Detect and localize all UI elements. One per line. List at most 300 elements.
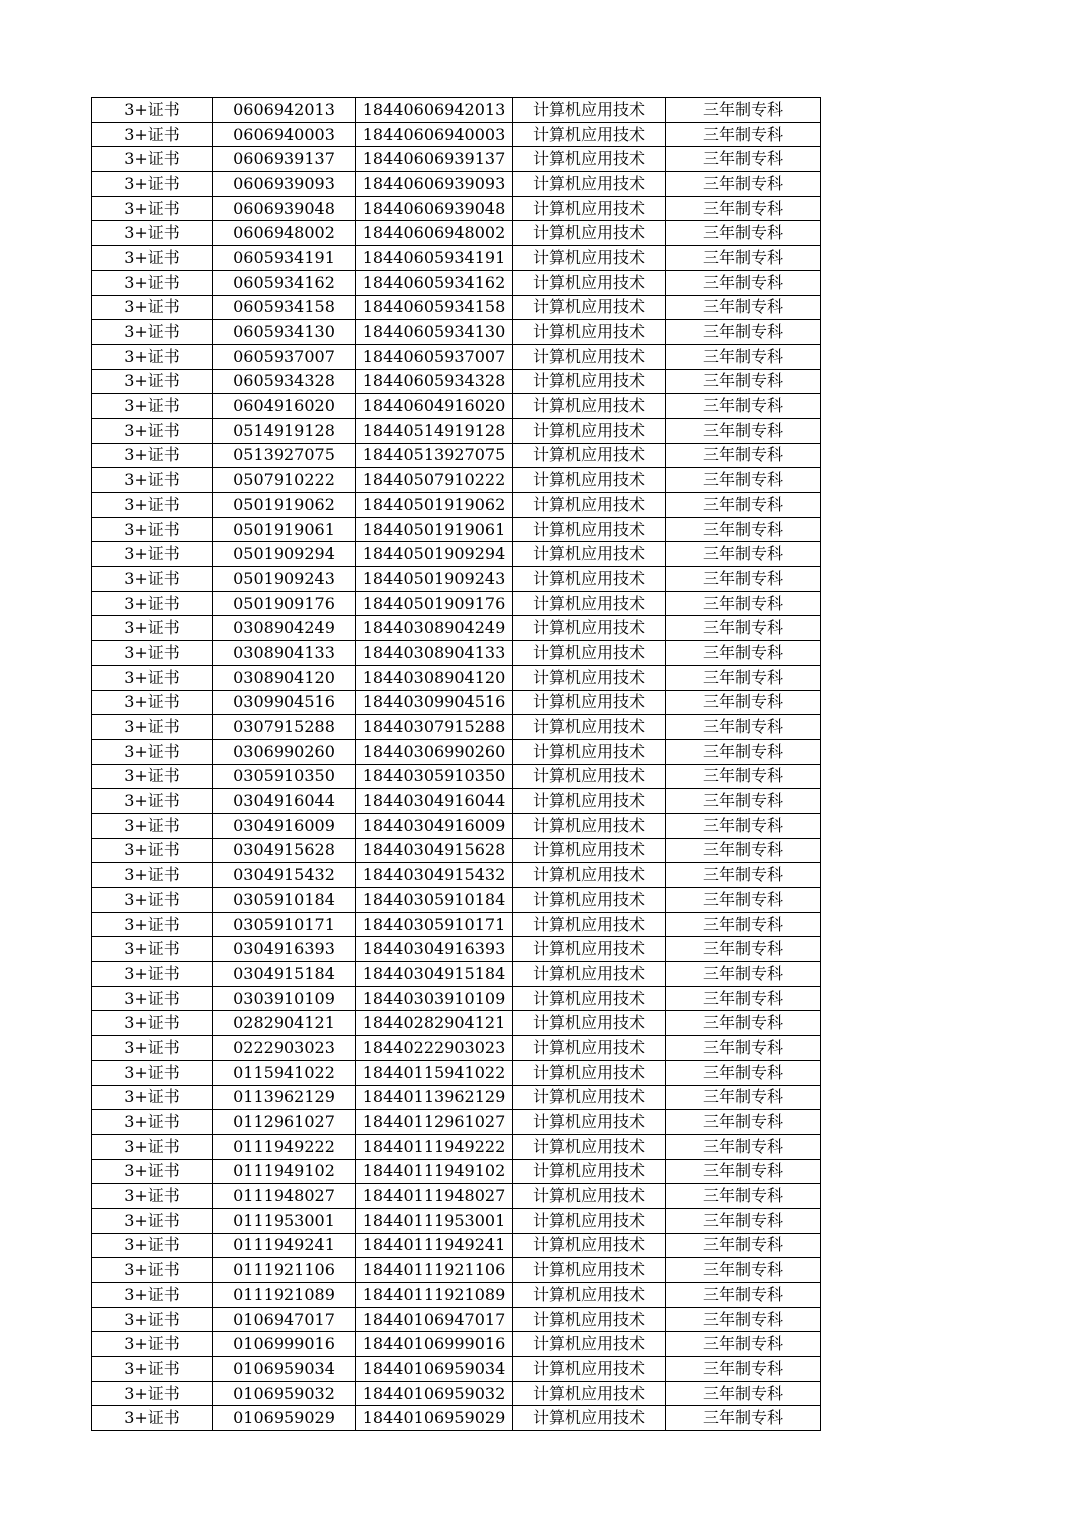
cell-major: 计算机应用技术 bbox=[513, 221, 666, 246]
cell-program-level: 三年制专科 bbox=[666, 221, 821, 246]
cell-exam-number: 0115941022 bbox=[213, 1060, 356, 1085]
cell-exam-number: 0308904120 bbox=[213, 665, 356, 690]
table-row bbox=[92, 394, 821, 419]
cell-major: 计算机应用技术 bbox=[513, 1085, 666, 1110]
cell-candidate-number: 18440606939048 bbox=[356, 196, 513, 221]
table-row bbox=[92, 270, 821, 295]
cell-admission-type: 3+证书 bbox=[92, 1011, 213, 1036]
cell-major: 计算机应用技术 bbox=[513, 1011, 666, 1036]
cell-exam-number: 0306990260 bbox=[213, 739, 356, 764]
cell-exam-number: 0514919128 bbox=[213, 418, 356, 443]
cell-candidate-number: 18440106999016 bbox=[356, 1332, 513, 1357]
cell-admission-type: 3+证书 bbox=[92, 641, 213, 666]
cell-program-level: 三年制专科 bbox=[666, 344, 821, 369]
cell-admission-type: 3+证书 bbox=[92, 542, 213, 567]
cell-program-level: 三年制专科 bbox=[666, 567, 821, 592]
cell-candidate-number: 18440306990260 bbox=[356, 739, 513, 764]
cell-major: 计算机应用技术 bbox=[513, 1332, 666, 1357]
cell-program-level: 三年制专科 bbox=[666, 418, 821, 443]
cell-major: 计算机应用技术 bbox=[513, 542, 666, 567]
cell-major: 计算机应用技术 bbox=[513, 1406, 666, 1431]
cell-admission-type: 3+证书 bbox=[92, 1036, 213, 1061]
cell-candidate-number: 18440106959032 bbox=[356, 1381, 513, 1406]
cell-program-level: 三年制专科 bbox=[666, 813, 821, 838]
cell-program-level: 三年制专科 bbox=[666, 764, 821, 789]
cell-candidate-number: 18440304915184 bbox=[356, 962, 513, 987]
cell-admission-type: 3+证书 bbox=[92, 468, 213, 493]
table-row bbox=[92, 789, 821, 814]
cell-candidate-number: 18440106947017 bbox=[356, 1307, 513, 1332]
cell-major: 计算机应用技术 bbox=[513, 616, 666, 641]
cell-candidate-number: 18440106959029 bbox=[356, 1406, 513, 1431]
cell-major: 计算机应用技术 bbox=[513, 295, 666, 320]
cell-program-level: 三年制专科 bbox=[666, 1060, 821, 1085]
cell-candidate-number: 18440111921106 bbox=[356, 1258, 513, 1283]
cell-candidate-number: 18440111949222 bbox=[356, 1134, 513, 1159]
cell-admission-type: 3+证书 bbox=[92, 1381, 213, 1406]
table-row bbox=[92, 986, 821, 1011]
cell-program-level: 三年制专科 bbox=[666, 1159, 821, 1184]
cell-exam-number: 0304916009 bbox=[213, 813, 356, 838]
cell-major: 计算机应用技术 bbox=[513, 863, 666, 888]
table-row bbox=[92, 1085, 821, 1110]
table-row bbox=[92, 962, 821, 987]
table-row bbox=[92, 838, 821, 863]
cell-program-level: 三年制专科 bbox=[666, 789, 821, 814]
cell-major: 计算机应用技术 bbox=[513, 665, 666, 690]
cell-admission-type: 3+证书 bbox=[92, 739, 213, 764]
cell-admission-type: 3+证书 bbox=[92, 246, 213, 271]
cell-program-level: 三年制专科 bbox=[666, 1357, 821, 1382]
cell-program-level: 三年制专科 bbox=[666, 1332, 821, 1357]
cell-major: 计算机应用技术 bbox=[513, 246, 666, 271]
cell-major: 计算机应用技术 bbox=[513, 1060, 666, 1085]
cell-program-level: 三年制专科 bbox=[666, 270, 821, 295]
cell-admission-type: 3+证书 bbox=[92, 122, 213, 147]
cell-candidate-number: 18440605934130 bbox=[356, 320, 513, 345]
cell-admission-type: 3+证书 bbox=[92, 937, 213, 962]
table-row bbox=[92, 418, 821, 443]
cell-admission-type: 3+证书 bbox=[92, 1085, 213, 1110]
cell-admission-type: 3+证书 bbox=[92, 172, 213, 197]
cell-exam-number: 0605934328 bbox=[213, 369, 356, 394]
cell-exam-number: 0605934162 bbox=[213, 270, 356, 295]
cell-major: 计算机应用技术 bbox=[513, 394, 666, 419]
cell-exam-number: 0501909243 bbox=[213, 567, 356, 592]
cell-program-level: 三年制专科 bbox=[666, 295, 821, 320]
cell-admission-type: 3+证书 bbox=[92, 912, 213, 937]
cell-exam-number: 0106947017 bbox=[213, 1307, 356, 1332]
cell-candidate-number: 18440605934162 bbox=[356, 270, 513, 295]
cell-admission-type: 3+证书 bbox=[92, 320, 213, 345]
cell-program-level: 三年制专科 bbox=[666, 1208, 821, 1233]
cell-candidate-number: 18440606939093 bbox=[356, 172, 513, 197]
cell-admission-type: 3+证书 bbox=[92, 1258, 213, 1283]
cell-program-level: 三年制专科 bbox=[666, 98, 821, 123]
table-row bbox=[92, 1208, 821, 1233]
cell-admission-type: 3+证书 bbox=[92, 962, 213, 987]
cell-exam-number: 0501909176 bbox=[213, 591, 356, 616]
cell-exam-number: 0106999016 bbox=[213, 1332, 356, 1357]
cell-exam-number: 0606948002 bbox=[213, 221, 356, 246]
cell-exam-number: 0111949222 bbox=[213, 1134, 356, 1159]
cell-major: 计算机应用技术 bbox=[513, 1357, 666, 1382]
cell-program-level: 三年制专科 bbox=[666, 1184, 821, 1209]
cell-admission-type: 3+证书 bbox=[92, 517, 213, 542]
cell-admission-type: 3+证书 bbox=[92, 369, 213, 394]
cell-major: 计算机应用技术 bbox=[513, 1307, 666, 1332]
cell-exam-number: 0304915184 bbox=[213, 962, 356, 987]
cell-admission-type: 3+证书 bbox=[92, 443, 213, 468]
cell-program-level: 三年制专科 bbox=[666, 1307, 821, 1332]
table-row bbox=[92, 690, 821, 715]
cell-program-level: 三年制专科 bbox=[666, 1134, 821, 1159]
table-row bbox=[92, 369, 821, 394]
cell-program-level: 三年制专科 bbox=[666, 246, 821, 271]
cell-major: 计算机应用技术 bbox=[513, 764, 666, 789]
cell-exam-number: 0606939048 bbox=[213, 196, 356, 221]
cell-major: 计算机应用技术 bbox=[513, 517, 666, 542]
cell-exam-number: 0111948027 bbox=[213, 1184, 356, 1209]
cell-major: 计算机应用技术 bbox=[513, 1258, 666, 1283]
cell-exam-number: 0605937007 bbox=[213, 344, 356, 369]
cell-candidate-number: 18440606939137 bbox=[356, 147, 513, 172]
cell-admission-type: 3+证书 bbox=[92, 591, 213, 616]
cell-major: 计算机应用技术 bbox=[513, 1283, 666, 1308]
table-row bbox=[92, 295, 821, 320]
cell-candidate-number: 18440606940003 bbox=[356, 122, 513, 147]
cell-admission-type: 3+证书 bbox=[92, 838, 213, 863]
cell-candidate-number: 18440604916020 bbox=[356, 394, 513, 419]
table-row bbox=[92, 246, 821, 271]
cell-candidate-number: 18440305910184 bbox=[356, 888, 513, 913]
cell-program-level: 三年制专科 bbox=[666, 1011, 821, 1036]
cell-candidate-number: 18440304916393 bbox=[356, 937, 513, 962]
cell-exam-number: 0507910222 bbox=[213, 468, 356, 493]
cell-exam-number: 0305910350 bbox=[213, 764, 356, 789]
cell-major: 计算机应用技术 bbox=[513, 1233, 666, 1258]
table-row bbox=[92, 147, 821, 172]
cell-candidate-number: 18440111948027 bbox=[356, 1184, 513, 1209]
cell-admission-type: 3+证书 bbox=[92, 147, 213, 172]
cell-major: 计算机应用技术 bbox=[513, 1381, 666, 1406]
cell-candidate-number: 18440307915288 bbox=[356, 715, 513, 740]
cell-admission-type: 3+证书 bbox=[92, 863, 213, 888]
cell-program-level: 三年制专科 bbox=[666, 888, 821, 913]
cell-admission-type: 3+证书 bbox=[92, 1208, 213, 1233]
cell-program-level: 三年制专科 bbox=[666, 1406, 821, 1431]
table-row bbox=[92, 715, 821, 740]
cell-exam-number: 0309904516 bbox=[213, 690, 356, 715]
table-row bbox=[92, 1332, 821, 1357]
cell-candidate-number: 18440309904516 bbox=[356, 690, 513, 715]
cell-program-level: 三年制专科 bbox=[666, 147, 821, 172]
table-row bbox=[92, 98, 821, 123]
cell-exam-number: 0111949241 bbox=[213, 1233, 356, 1258]
cell-admission-type: 3+证书 bbox=[92, 221, 213, 246]
cell-exam-number: 0305910184 bbox=[213, 888, 356, 913]
cell-candidate-number: 18440606942013 bbox=[356, 98, 513, 123]
cell-major: 计算机应用技术 bbox=[513, 418, 666, 443]
table-row bbox=[92, 641, 821, 666]
cell-exam-number: 0303910109 bbox=[213, 986, 356, 1011]
cell-exam-number: 0111921106 bbox=[213, 1258, 356, 1283]
cell-program-level: 三年制专科 bbox=[666, 665, 821, 690]
cell-admission-type: 3+证书 bbox=[92, 394, 213, 419]
cell-admission-type: 3+证书 bbox=[92, 1406, 213, 1431]
cell-exam-number: 0304915628 bbox=[213, 838, 356, 863]
cell-exam-number: 0501909294 bbox=[213, 542, 356, 567]
cell-program-level: 三年制专科 bbox=[666, 1036, 821, 1061]
cell-program-level: 三年制专科 bbox=[666, 912, 821, 937]
cell-exam-number: 0304916393 bbox=[213, 937, 356, 962]
cell-exam-number: 0111949102 bbox=[213, 1159, 356, 1184]
cell-exam-number: 0606940003 bbox=[213, 122, 356, 147]
table-row bbox=[92, 764, 821, 789]
cell-candidate-number: 18440304916044 bbox=[356, 789, 513, 814]
cell-major: 计算机应用技术 bbox=[513, 912, 666, 937]
table-row bbox=[92, 344, 821, 369]
cell-candidate-number: 18440304916009 bbox=[356, 813, 513, 838]
cell-exam-number: 0222903023 bbox=[213, 1036, 356, 1061]
cell-candidate-number: 18440304915628 bbox=[356, 838, 513, 863]
cell-admission-type: 3+证书 bbox=[92, 1134, 213, 1159]
cell-major: 计算机应用技术 bbox=[513, 739, 666, 764]
cell-candidate-number: 18440605934191 bbox=[356, 246, 513, 271]
cell-major: 计算机应用技术 bbox=[513, 838, 666, 863]
cell-candidate-number: 18440605937007 bbox=[356, 344, 513, 369]
cell-program-level: 三年制专科 bbox=[666, 715, 821, 740]
table-row bbox=[92, 567, 821, 592]
cell-candidate-number: 18440501909176 bbox=[356, 591, 513, 616]
cell-admission-type: 3+证书 bbox=[92, 1357, 213, 1382]
cell-program-level: 三年制专科 bbox=[666, 468, 821, 493]
table-row bbox=[92, 888, 821, 913]
cell-major: 计算机应用技术 bbox=[513, 1134, 666, 1159]
cell-major: 计算机应用技术 bbox=[513, 172, 666, 197]
cell-admission-type: 3+证书 bbox=[92, 295, 213, 320]
cell-program-level: 三年制专科 bbox=[666, 739, 821, 764]
cell-candidate-number: 18440501919062 bbox=[356, 493, 513, 518]
cell-admission-type: 3+证书 bbox=[92, 888, 213, 913]
cell-candidate-number: 18440501919061 bbox=[356, 517, 513, 542]
cell-candidate-number: 18440305910171 bbox=[356, 912, 513, 937]
cell-program-level: 三年制专科 bbox=[666, 1233, 821, 1258]
cell-candidate-number: 18440507910222 bbox=[356, 468, 513, 493]
cell-admission-type: 3+证书 bbox=[92, 616, 213, 641]
cell-program-level: 三年制专科 bbox=[666, 616, 821, 641]
table-row bbox=[92, 591, 821, 616]
cell-admission-type: 3+证书 bbox=[92, 270, 213, 295]
cell-program-level: 三年制专科 bbox=[666, 1381, 821, 1406]
table-row bbox=[92, 1184, 821, 1209]
cell-major: 计算机应用技术 bbox=[513, 789, 666, 814]
cell-major: 计算机应用技术 bbox=[513, 270, 666, 295]
cell-candidate-number: 18440501909294 bbox=[356, 542, 513, 567]
cell-candidate-number: 18440106959034 bbox=[356, 1357, 513, 1382]
cell-exam-number: 0604916020 bbox=[213, 394, 356, 419]
cell-candidate-number: 18440112961027 bbox=[356, 1110, 513, 1135]
cell-admission-type: 3+证书 bbox=[92, 690, 213, 715]
cell-candidate-number: 18440115941022 bbox=[356, 1060, 513, 1085]
cell-program-level: 三年制专科 bbox=[666, 1110, 821, 1135]
cell-candidate-number: 18440111949241 bbox=[356, 1233, 513, 1258]
cell-program-level: 三年制专科 bbox=[666, 1085, 821, 1110]
cell-admission-type: 3+证书 bbox=[92, 813, 213, 838]
cell-major: 计算机应用技术 bbox=[513, 196, 666, 221]
cell-major: 计算机应用技术 bbox=[513, 937, 666, 962]
admission-table bbox=[91, 97, 821, 1431]
table-row bbox=[92, 221, 821, 246]
cell-major: 计算机应用技术 bbox=[513, 493, 666, 518]
cell-exam-number: 0113962129 bbox=[213, 1085, 356, 1110]
cell-major: 计算机应用技术 bbox=[513, 962, 666, 987]
cell-exam-number: 0305910171 bbox=[213, 912, 356, 937]
table-row bbox=[92, 1036, 821, 1061]
table-row bbox=[92, 468, 821, 493]
table-row bbox=[92, 1283, 821, 1308]
cell-candidate-number: 18440222903023 bbox=[356, 1036, 513, 1061]
cell-exam-number: 0304916044 bbox=[213, 789, 356, 814]
cell-program-level: 三年制专科 bbox=[666, 838, 821, 863]
cell-exam-number: 0112961027 bbox=[213, 1110, 356, 1135]
table-row bbox=[92, 1134, 821, 1159]
table-row bbox=[92, 863, 821, 888]
cell-admission-type: 3+证书 bbox=[92, 1110, 213, 1135]
table-row bbox=[92, 1060, 821, 1085]
cell-candidate-number: 18440113962129 bbox=[356, 1085, 513, 1110]
cell-candidate-number: 18440501909243 bbox=[356, 567, 513, 592]
cell-candidate-number: 18440605934158 bbox=[356, 295, 513, 320]
cell-program-level: 三年制专科 bbox=[666, 641, 821, 666]
table-row bbox=[92, 665, 821, 690]
cell-admission-type: 3+证书 bbox=[92, 1332, 213, 1357]
cell-program-level: 三年制专科 bbox=[666, 517, 821, 542]
cell-program-level: 三年制专科 bbox=[666, 320, 821, 345]
cell-program-level: 三年制专科 bbox=[666, 443, 821, 468]
cell-admission-type: 3+证书 bbox=[92, 567, 213, 592]
cell-admission-type: 3+证书 bbox=[92, 986, 213, 1011]
table-row bbox=[92, 1307, 821, 1332]
table-row bbox=[92, 172, 821, 197]
cell-major: 计算机应用技术 bbox=[513, 1208, 666, 1233]
table-row bbox=[92, 1011, 821, 1036]
cell-exam-number: 0513927075 bbox=[213, 443, 356, 468]
cell-candidate-number: 18440308904249 bbox=[356, 616, 513, 641]
cell-admission-type: 3+证书 bbox=[92, 493, 213, 518]
cell-program-level: 三年制专科 bbox=[666, 1283, 821, 1308]
cell-major: 计算机应用技术 bbox=[513, 715, 666, 740]
table-row bbox=[92, 937, 821, 962]
cell-program-level: 三年制专科 bbox=[666, 986, 821, 1011]
cell-program-level: 三年制专科 bbox=[666, 591, 821, 616]
cell-program-level: 三年制专科 bbox=[666, 493, 821, 518]
table-row bbox=[92, 493, 821, 518]
cell-candidate-number: 18440513927075 bbox=[356, 443, 513, 468]
cell-major: 计算机应用技术 bbox=[513, 888, 666, 913]
cell-major: 计算机应用技术 bbox=[513, 1159, 666, 1184]
cell-program-level: 三年制专科 bbox=[666, 196, 821, 221]
cell-major: 计算机应用技术 bbox=[513, 98, 666, 123]
cell-exam-number: 0106959032 bbox=[213, 1381, 356, 1406]
cell-exam-number: 0606942013 bbox=[213, 98, 356, 123]
cell-major: 计算机应用技术 bbox=[513, 986, 666, 1011]
cell-major: 计算机应用技术 bbox=[513, 147, 666, 172]
cell-major: 计算机应用技术 bbox=[513, 567, 666, 592]
cell-admission-type: 3+证书 bbox=[92, 1159, 213, 1184]
cell-program-level: 三年制专科 bbox=[666, 122, 821, 147]
cell-admission-type: 3+证书 bbox=[92, 196, 213, 221]
cell-candidate-number: 18440304915432 bbox=[356, 863, 513, 888]
cell-major: 计算机应用技术 bbox=[513, 122, 666, 147]
cell-admission-type: 3+证书 bbox=[92, 764, 213, 789]
cell-admission-type: 3+证书 bbox=[92, 1060, 213, 1085]
cell-candidate-number: 18440111921089 bbox=[356, 1283, 513, 1308]
cell-candidate-number: 18440605934328 bbox=[356, 369, 513, 394]
cell-program-level: 三年制专科 bbox=[666, 1258, 821, 1283]
cell-exam-number: 0605934191 bbox=[213, 246, 356, 271]
cell-candidate-number: 18440282904121 bbox=[356, 1011, 513, 1036]
cell-major: 计算机应用技术 bbox=[513, 1036, 666, 1061]
table-row bbox=[92, 320, 821, 345]
cell-exam-number: 0106959034 bbox=[213, 1357, 356, 1382]
cell-admission-type: 3+证书 bbox=[92, 1283, 213, 1308]
cell-exam-number: 0111921089 bbox=[213, 1283, 356, 1308]
cell-admission-type: 3+证书 bbox=[92, 715, 213, 740]
cell-major: 计算机应用技术 bbox=[513, 1110, 666, 1135]
cell-major: 计算机应用技术 bbox=[513, 641, 666, 666]
cell-exam-number: 0606939093 bbox=[213, 172, 356, 197]
cell-exam-number: 0501919062 bbox=[213, 493, 356, 518]
cell-major: 计算机应用技术 bbox=[513, 369, 666, 394]
table-row bbox=[92, 122, 821, 147]
cell-candidate-number: 18440606948002 bbox=[356, 221, 513, 246]
cell-program-level: 三年制专科 bbox=[666, 369, 821, 394]
cell-admission-type: 3+证书 bbox=[92, 344, 213, 369]
cell-exam-number: 0606939137 bbox=[213, 147, 356, 172]
table-row bbox=[92, 1110, 821, 1135]
table-row bbox=[92, 1159, 821, 1184]
cell-exam-number: 0605934158 bbox=[213, 295, 356, 320]
table-row bbox=[92, 912, 821, 937]
cell-candidate-number: 18440308904133 bbox=[356, 641, 513, 666]
cell-program-level: 三年制专科 bbox=[666, 863, 821, 888]
cell-admission-type: 3+证书 bbox=[92, 665, 213, 690]
table-row bbox=[92, 196, 821, 221]
cell-major: 计算机应用技术 bbox=[513, 1184, 666, 1209]
table-row bbox=[92, 542, 821, 567]
cell-major: 计算机应用技术 bbox=[513, 813, 666, 838]
table-row bbox=[92, 1381, 821, 1406]
cell-exam-number: 0605934130 bbox=[213, 320, 356, 345]
cell-major: 计算机应用技术 bbox=[513, 443, 666, 468]
cell-admission-type: 3+证书 bbox=[92, 1307, 213, 1332]
cell-major: 计算机应用技术 bbox=[513, 468, 666, 493]
cell-candidate-number: 18440514919128 bbox=[356, 418, 513, 443]
cell-exam-number: 0307915288 bbox=[213, 715, 356, 740]
cell-exam-number: 0308904249 bbox=[213, 616, 356, 641]
cell-admission-type: 3+证书 bbox=[92, 1184, 213, 1209]
cell-candidate-number: 18440111953001 bbox=[356, 1208, 513, 1233]
cell-major: 计算机应用技术 bbox=[513, 344, 666, 369]
cell-major: 计算机应用技术 bbox=[513, 690, 666, 715]
cell-candidate-number: 18440303910109 bbox=[356, 986, 513, 1011]
table-row bbox=[92, 1258, 821, 1283]
table-row bbox=[92, 616, 821, 641]
cell-major: 计算机应用技术 bbox=[513, 591, 666, 616]
table-row bbox=[92, 1357, 821, 1382]
table-row bbox=[92, 1406, 821, 1431]
